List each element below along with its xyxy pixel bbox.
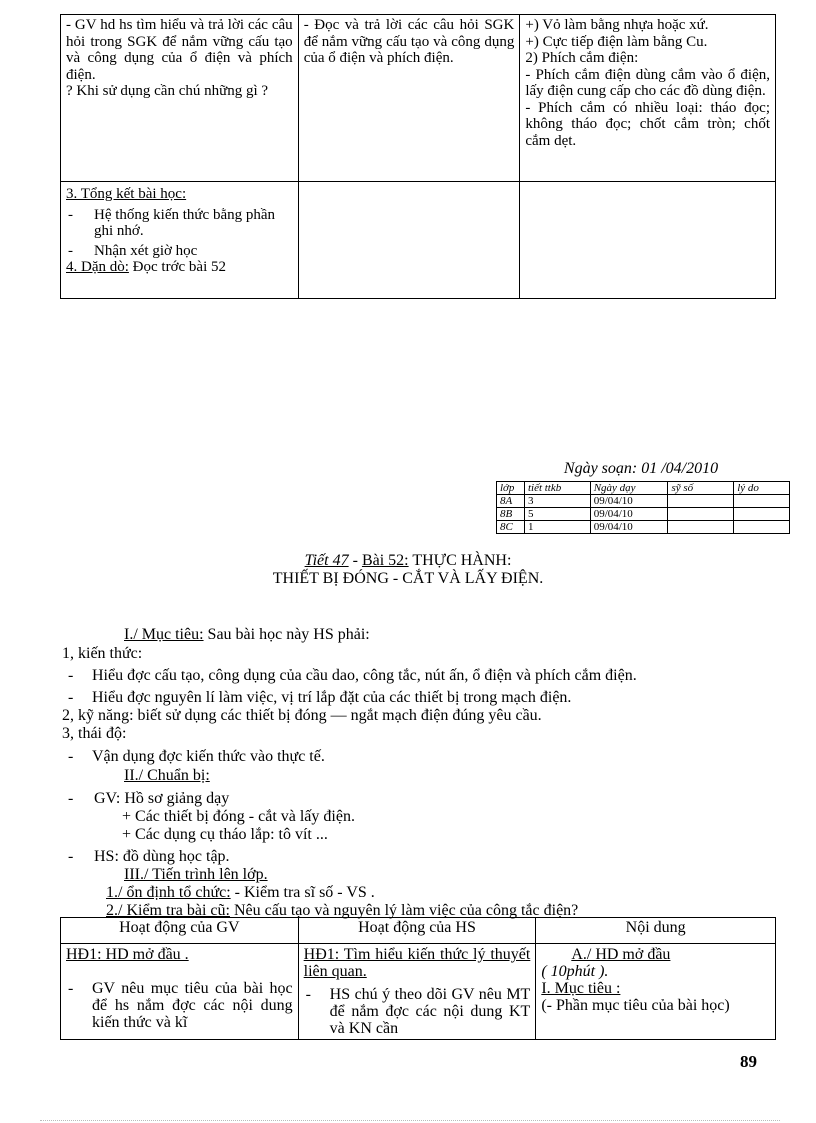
period-cell: 1 bbox=[524, 521, 590, 534]
summary-cell bbox=[61, 182, 299, 299]
summary-item: - Nhận xét giờ học bbox=[68, 242, 198, 259]
preparation-heading: II./ Chuẩn bị: bbox=[124, 767, 210, 784]
reason-cell bbox=[734, 521, 790, 534]
date-schedule-block bbox=[496, 460, 790, 534]
homework-line: 4. Dặn dò: Đọc trớc bài 52 bbox=[66, 259, 226, 275]
table-row bbox=[61, 944, 776, 1040]
content-time: ( 10phút ). bbox=[541, 963, 609, 980]
schedule-header: tiết ttkb bbox=[524, 482, 590, 495]
procedure-step-1: 1./ ổn định tổ chức: - Kiểm tra sĩ số - VS . bbox=[106, 884, 375, 901]
content-heading: A./ HD mở đầu bbox=[571, 946, 671, 963]
gv-preparation: - GV: Hồ sơ giảng dạy bbox=[68, 790, 230, 807]
table-row bbox=[61, 15, 776, 182]
schedule-header: lớp bbox=[497, 482, 525, 495]
procedure-heading: III./ Tiến trình lên lớp. bbox=[124, 866, 268, 883]
date-cell: 09/04/10 bbox=[590, 495, 668, 508]
header-gv: Hoạt động của GV bbox=[61, 918, 299, 944]
gv-activity-cell bbox=[61, 944, 299, 1040]
gv-preparation-item: + Các dụng cụ tháo lắp: tô vít ... bbox=[122, 826, 328, 843]
hs-activity-item: - HS chú ý theo dõi GV nêu MT để nắm đợc các nội dung KT và KN cần bbox=[305, 986, 531, 1037]
schedule-header: Ngày dạy bbox=[590, 482, 668, 495]
content-cell bbox=[536, 944, 776, 1040]
content-line: - Phích cắm điện dùng cắm vào ổ điện, lấy điện cung cấp cho các đồ dùng điện. bbox=[525, 66, 770, 99]
content-line: 2) Phích cắm điện: bbox=[525, 50, 639, 66]
content-text: (- Phần mục tiêu của bài học) bbox=[541, 997, 730, 1014]
table-row bbox=[497, 508, 790, 521]
class-cell: 8B bbox=[497, 508, 525, 521]
table-row bbox=[497, 495, 790, 508]
gv-activity-item: - GV nêu mục tiêu của bài học để hs nắm đợc các nội dung kiến thức và kĩ bbox=[68, 980, 293, 1031]
activity-table bbox=[60, 917, 776, 1040]
gv-activity-cell bbox=[61, 15, 299, 182]
table-row bbox=[61, 182, 776, 299]
reason-cell bbox=[734, 495, 790, 508]
content-line: +) Vỏ làm bằng nhựa hoặc xứ. bbox=[525, 17, 709, 33]
summary-item: - Hệ thống kiến thức bằng phần ghi nhớ. bbox=[68, 206, 276, 239]
count-cell bbox=[668, 508, 734, 521]
class-cell: 8C bbox=[497, 521, 525, 534]
lesson-subtitle: THIẾT BỊ ĐÓNG - CẮT VÀ LẤY ĐIỆN. bbox=[272, 570, 544, 587]
empty-cell bbox=[520, 182, 776, 299]
footer-divider bbox=[40, 1120, 780, 1121]
schedule-header: lý do bbox=[734, 482, 790, 495]
date-cell: 09/04/10 bbox=[590, 508, 668, 521]
gv-question-text: ? Khi sử dụng cần chú những gì ? bbox=[66, 83, 269, 99]
hs-preparation: - HS: đồ dùng học tập. bbox=[68, 848, 230, 865]
knowledge-item: - Hiểu đợc nguyên lí làm việc, vị trí lắp đặt của các thiết bị trong mạch điện. bbox=[68, 689, 572, 706]
period-cell: 5 bbox=[524, 508, 590, 521]
gv-activity-text: - GV hd hs tìm hiểu và trả lời các câu hỏi trong SGK để nắm vững cấu tạo và công dụng của ổ điện và phích điện. bbox=[66, 17, 293, 83]
hs-activity-heading: HĐ1: Tìm hiểu kiến thức lý thuyết liên quan. bbox=[303, 946, 531, 980]
hs-activity-cell bbox=[298, 15, 520, 182]
gv-preparation-item: + Các thiết bị đóng - cắt và lấy điện. bbox=[122, 808, 355, 825]
content-line: - Phích cắm có nhiều loại: tháo đọc; không tháo đọc; chốt cắm tròn; chốt cắm dẹt. bbox=[525, 99, 770, 149]
schedule-header-row bbox=[497, 482, 790, 495]
content-cell bbox=[520, 15, 776, 182]
knowledge-item: - Hiểu đợc cấu tạo, công dụng của cầu dao, công tắc, nút ấn, ổ điện và phích cắm điện. bbox=[68, 667, 637, 684]
procedure-step-2: 2./ Kiểm tra bài cũ: Nêu cấu tạo và nguyên lý làm việc của công tắc điện? bbox=[106, 902, 579, 919]
empty-cell bbox=[298, 182, 520, 299]
period-cell: 3 bbox=[524, 495, 590, 508]
header-content: Nội dung bbox=[536, 918, 776, 944]
top-lesson-table bbox=[60, 14, 776, 299]
attitude-item: - Vận dụng đợc kiến thức vào thực tế. bbox=[68, 748, 325, 765]
content-subheading: I. Mục tiêu : bbox=[541, 980, 621, 997]
hs-activity-cell bbox=[298, 944, 536, 1040]
content-line: +) Cực tiếp điện làm bằng Cu. bbox=[525, 33, 708, 50]
attitude-label: 3, thái độ: bbox=[62, 725, 127, 742]
skills-text: 2, kỹ năng: biết sử dụng các thiết bị đóng — ngắt mạch điện đúng yêu cầu. bbox=[62, 707, 542, 724]
date-cell: 09/04/10 bbox=[590, 521, 668, 534]
activity-header-row bbox=[61, 918, 776, 944]
lesson-title: Tiết 47 - Bài 52: THỰC HÀNH: bbox=[304, 552, 512, 569]
date-prepared: Ngày soạn: 01 /04/2010 bbox=[563, 460, 719, 477]
class-cell: 8A bbox=[497, 495, 525, 508]
page-number: 89 bbox=[740, 1052, 757, 1071]
table-row bbox=[497, 521, 790, 534]
count-cell bbox=[668, 521, 734, 534]
schedule-table bbox=[496, 481, 790, 534]
objectives-heading: I./ Mục tiêu: Sau bài học này HS phải: bbox=[124, 626, 370, 643]
schedule-header: sỹ số bbox=[668, 482, 734, 495]
summary-heading: 3. Tổng kết bài học: bbox=[66, 186, 187, 202]
count-cell bbox=[668, 495, 734, 508]
hs-activity-text: - Đọc và trả lời các câu hỏi SGK để nắm vững cấu tạo và công dụng của ổ điện và phích điện. bbox=[303, 17, 515, 66]
knowledge-label: 1, kiến thức: bbox=[62, 645, 143, 662]
gv-activity-heading: HĐ1: HD mở đầu . bbox=[66, 946, 189, 963]
reason-cell bbox=[734, 508, 790, 521]
header-hs: Hoạt động của HS bbox=[298, 918, 536, 944]
